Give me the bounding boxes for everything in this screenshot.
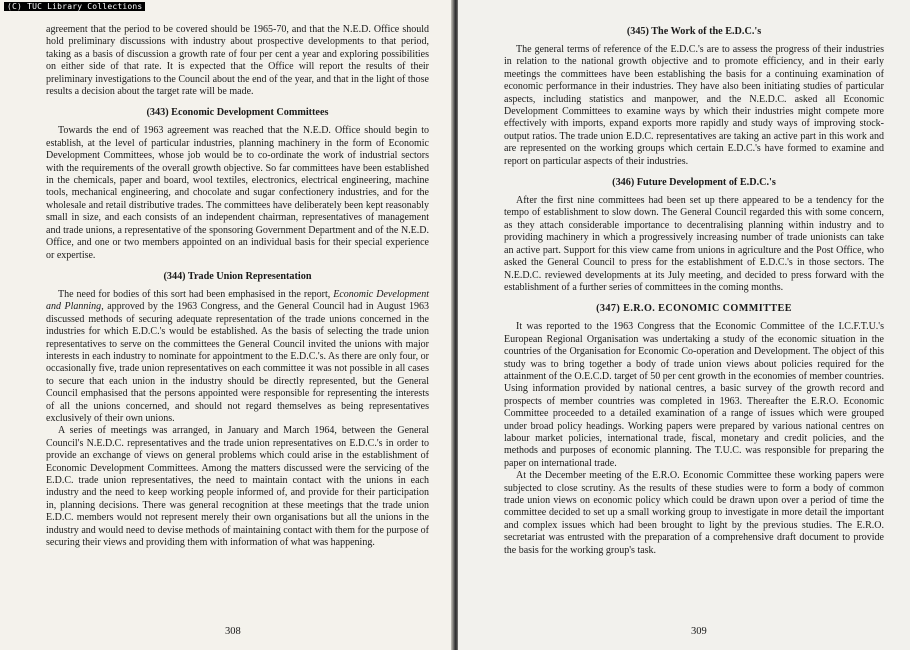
section-344-text-start: The need for bodies of this sort had been emphasised in the report, xyxy=(58,288,334,300)
report-title-italic: Economic Development and Planning xyxy=(46,288,429,313)
section-346-paragraph: After the first nine committees had been set up there appeared to be a tendency for the tempo of establishment to slow down. The General Council regarded this with some concern, as they attach considerable importance to decentralising planning within industry and to providing machinery in which a progressively increasing number of trade unionists can take an active part. Support for this view came from unions in agriculture and the Post Office, who asked the General Council to press for the establishment of E.D.C.'s in those sectors. The N.E.D.C. reviewed developments at its July meeting, and decided to press forward with the establishment of a further series of committees in the coming months. xyxy=(504,195,884,293)
section-347-paragraph-2: At the December meeting of the E.R.O. Economic Committee these working papers were subjected to close scrutiny. As the results of these studies were to form a body of common trade union views on economic policy which could be drawn upon over a period of time the committee decided to set up a small working group to investigate in more detail the important and complex issues which had been brought to light by the previous studies. The E.R.O. secretariat was entrusted with the preparation of a comprehensive draft document to provide the basis for the working group's task. xyxy=(504,470,884,556)
page-number-left: 308 xyxy=(225,626,241,637)
section-344-heading: (344) Trade Union Representation xyxy=(163,270,312,282)
library-watermark: (C) TUC Library Collections xyxy=(4,2,145,11)
section-344-text-end: , approved by the 1963 Congress, and the General Council had in August 1963 discussed methods of securing adequate representation of the trade unions concerned in the industries for which E.D.C.'s would be established. As the basis of selecting the trade union representatives to serve on the committees the General Council invited the unions with major interests in each industry to nominate for appointment to the E.D.C.'s. As there are only four, or occasionally five, trade union representatives on each committee it was not possible in all cases to secure that each union in the industry should be directly represented, but the General Council emphasised that the persons appointed were responsible for representing the interests of all the unions concerned, and should not regard themselves as being representatives exclusively of their own unions. xyxy=(46,301,430,424)
section-347-heading: (347) E.R.O. ECONOMIC COMMITTEE xyxy=(596,303,792,315)
section-344-paragraph-1 xyxy=(46,289,429,425)
page-number-right: 309 xyxy=(691,626,707,637)
right-page xyxy=(458,0,910,650)
section-343-paragraph: Towards the end of 1963 agreement was reached that the N.E.D. Office should begin to establish, at the level of particular industries, planning machinery in the form of Economic Development Committees, whose job would be to co-ordinate the work of industrial sectors with the requirements of the overall growth objective. So far committees have been established in the chemicals, paper and board, wool textiles, electronics, electrical engineering, machine tools, mechanical engineering, and chocolate and sugar confectionery industries, and for the wholesale and retail distributive trades. The committees have deliberately been kept reasonably small in size, and each consists of an independent chairman, representatives of management and trade unions, a representative of the sponsoring Government Department and of the N.E.D. Office, and one or two members appointed on an individual basis for their special experience or expertise. xyxy=(46,125,429,261)
section-346-heading: (346) Future Development of E.D.C.'s xyxy=(612,177,776,189)
intro-paragraph: agreement that the period to be covered should be 1965-70, and that the N.E.D. Office should hold preliminary discussions with industry about prospective developments to that period, taking as a basis of discussion a growth rate of four per cent a year and exploring possibilities on either side of that rate. It is expected that the Office will report the results of their preliminary investigations to the Council about the end of the year, and that in the light of those results a decision about the target rate will be made. xyxy=(46,24,429,98)
section-345-paragraph: The general terms of reference of the E.D.C.'s are to assess the progress of their industries in relation to the national growth objective and to promote efficiency, and in their early meetings the committees have been establishing the basis for a continuing examination of economic performance in their industries. They have also been initiating studies of particular aspects, including statistics and manpower, and the N.E.D.C. asked all Economic Development Committees to examine ways by which their industries might compete more effectively with imports, expand exports more rapidly and study ways of improving stock-output ratios. The trade union E.D.C. representatives are taking an active part in this work and are represented on the working groups which certain E.D.C.'s have formed to examine and report on particular aspects of their industries. xyxy=(504,44,884,167)
section-345-heading: (345) The Work of the E.D.C.'s xyxy=(626,26,762,37)
section-343-heading: (343) Economic Development Committees xyxy=(146,107,329,119)
section-344-paragraph-2: A series of meetings was arranged, in January and March 1964, between the General Council's N.E.D.C. representatives and the trade union representatives on E.D.C.'s in order to provide an exchange of views on general problems which could arise in the establishment of Economic Development Committees. Among the matters discussed were the servicing of the E.D.C. trade union representatives, the need to maintain contact with the unions in each industry and the need to keep working people informed of, and provide for their participation in, planning decisions. There was general recognition at these meetings that the trade union E.D.C. members would not represent merely their own organisations but all the unions in the industry and would need to devise methods of maintaining contact with them for the purpose of securing their views and providing them with information of what was happening. xyxy=(46,425,429,549)
section-347-paragraph-1: It was reported to the 1963 Congress that the Economic Committee of the I.C.F.T.U.'s European Regional Organisation was undertaking a study of the economic situation in the countries of the Organisation for Economic Co-operation and Development. The object of this study was to bring together a body of trade union views about policies required for the attainment of the O.E.C.D. target of 50 per cent growth in the economies of member countries. Using information provided by national centres, a basic survey of the growth record and prospects of member countries was completed in 1963. Thereafter the E.R.O. Economic Committee proceeded to a detailed examination of a range of issues which were grouped under broad policy headings. Working papers were prepared by various national centres on labour market policies, international trade, fiscal, monetary and credit policies, and the methods and purposes of economic planning. The T.U.C. was responsible for preparing the paper on international trade. xyxy=(504,321,884,469)
